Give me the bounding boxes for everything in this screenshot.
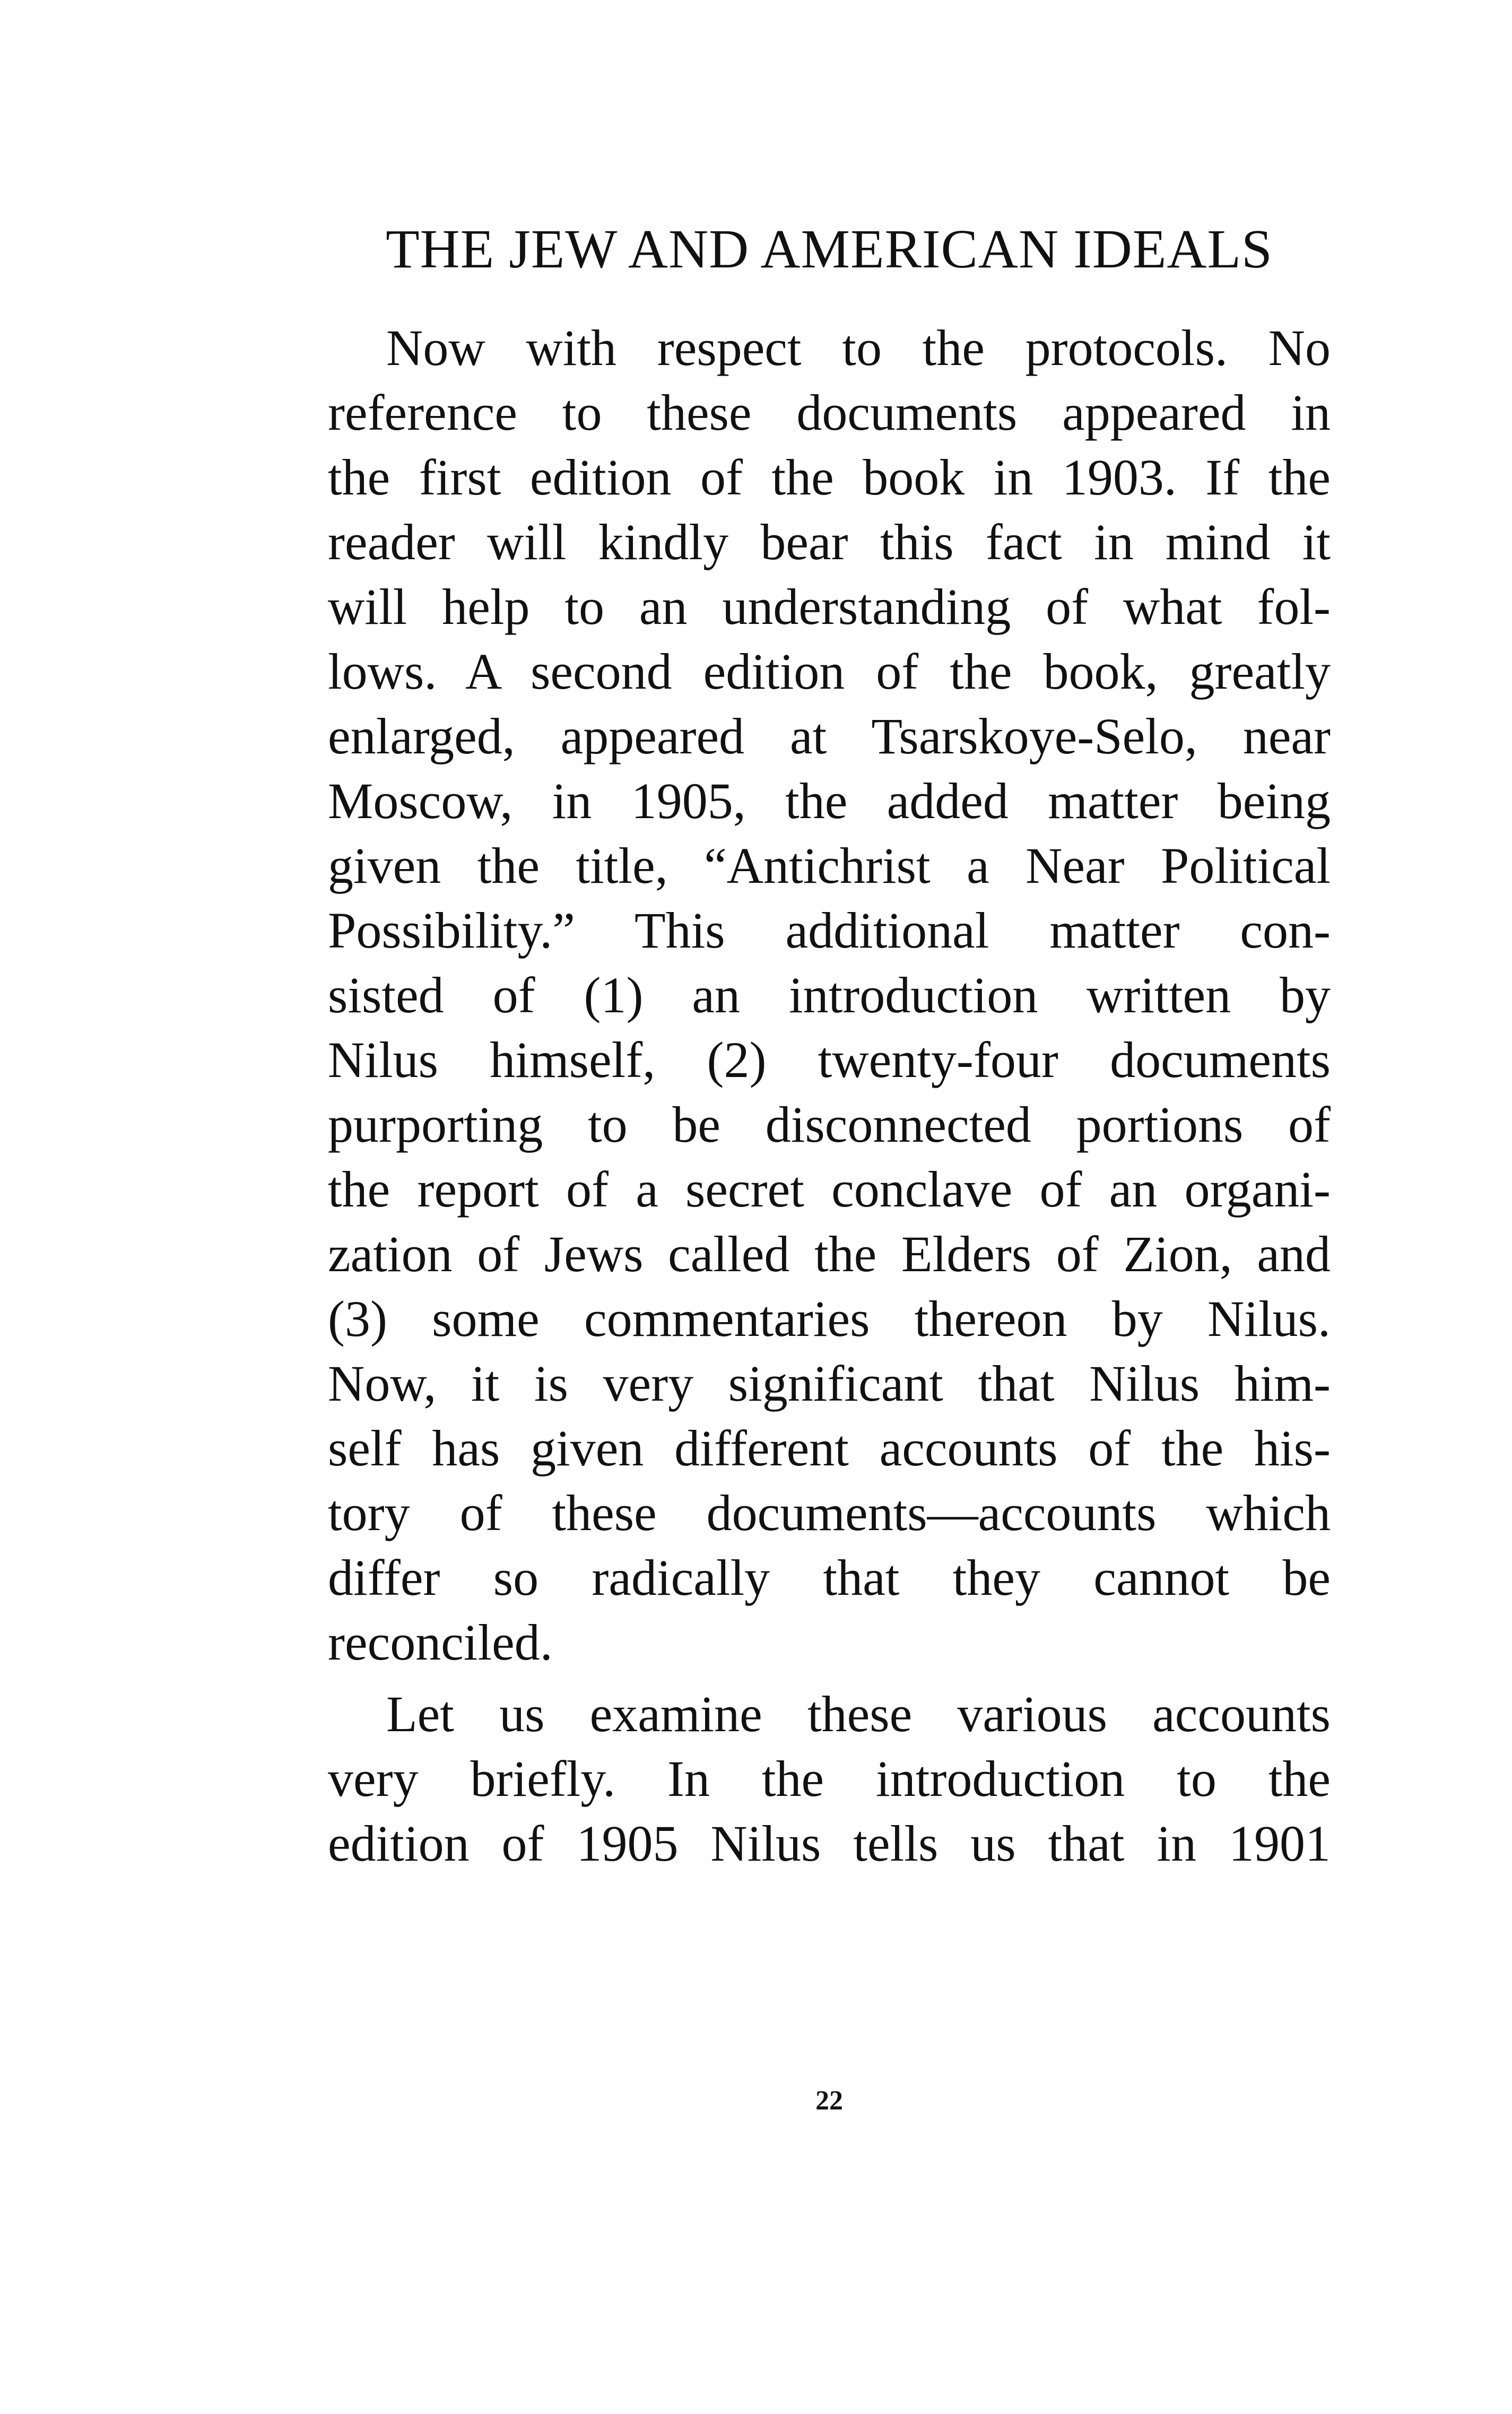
text-line: Possibility.” This additional matter con- [328,902,1331,959]
text-line: Nilus himself, (2) twenty-four documents [328,1031,1331,1088]
book-page [328,0,1331,2414]
text-line: the report of a secret conclave of an organi- [328,1161,1331,1218]
text-line: Moscow, in 1905, the added matter being [328,772,1331,829]
text-line: edition of 1905 Nilus tells us that in 1901 [328,1815,1331,1872]
paragraph-1 [328,316,1331,1675]
text-line: tory of these documents—accounts which [328,1484,1331,1541]
text-line: will help to an understanding of what fol- [328,578,1331,635]
text-line: reference to these documents appeared in [328,384,1331,441]
page-number: 22 [815,2086,843,2116]
text-line: given the title, “Antichrist a Near Political [328,837,1331,894]
text-line: reconciled. [328,1614,553,1671]
text-line: Now, it is very significant that Nilus him- [328,1355,1331,1412]
text-line: Let us examine these various accounts [386,1686,1331,1742]
text-line: self has given different accounts of the his- [328,1420,1331,1477]
text-line: sisted of (1) an introduction written by [328,967,1331,1023]
paragraph-2 [328,1682,1331,1876]
text-line: zation of Jews called the Elders of Zion, and [328,1226,1331,1282]
text-line: very briefly. In the introduction to the [328,1750,1331,1807]
text-line: reader will kindly bear this fact in mind it [328,514,1331,570]
text-line: differ so radically that they cannot be [328,1549,1331,1606]
text-line: purporting to be disconnected portions of [328,1096,1331,1153]
running-head: THE JEW AND AMERICAN IDEALS [386,219,1273,280]
text-line: (3) some commentaries thereon by Nilus. [328,1290,1331,1347]
text-line: lows. A second edition of the book, greatly [328,643,1331,700]
text-line: Now with respect to the protocols. No [386,319,1331,376]
text-line: enlarged, appeared at Tsarskoye-Selo, near [328,708,1331,765]
text-line: the first edition of the book in 1903. If the [328,449,1331,506]
